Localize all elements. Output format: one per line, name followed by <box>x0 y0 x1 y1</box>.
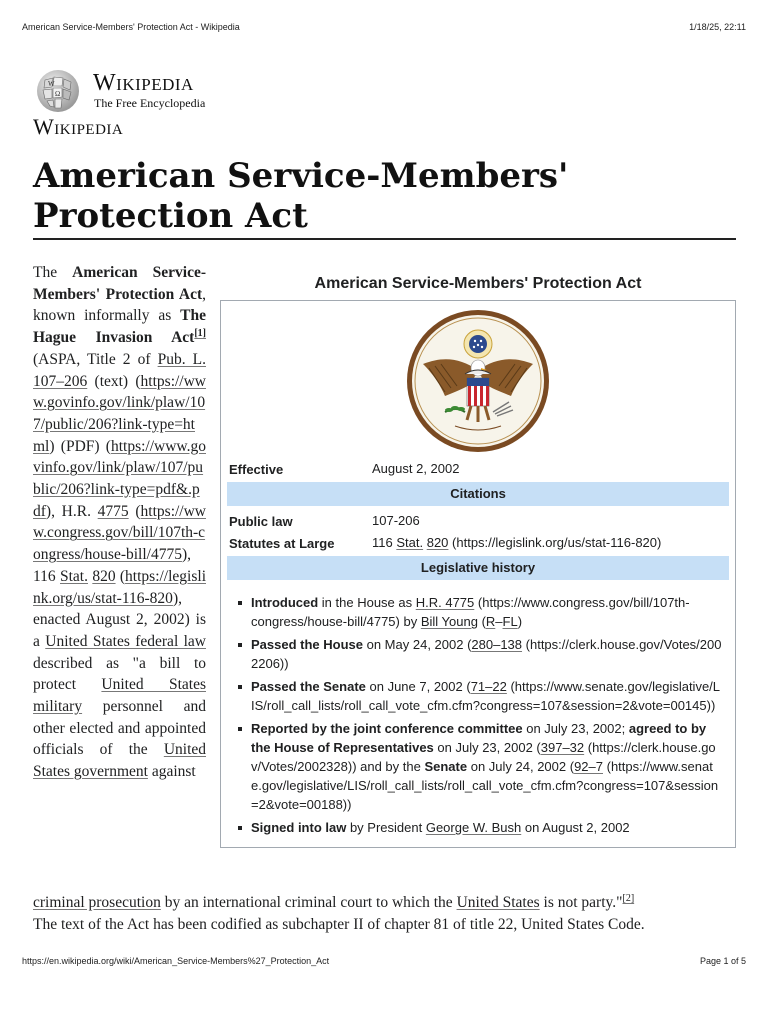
text: on August 2, 2002 <box>521 820 630 835</box>
history-step: Senate <box>424 759 468 774</box>
wikipedia-wordmark: Wikipedia <box>93 70 194 96</box>
link-us-government[interactable]: United States government <box>33 741 206 781</box>
lead-paragraph-continued <box>33 892 743 936</box>
history-step: Reported by the joint conference committee <box>251 721 523 736</box>
link-conference-house-vote[interactable]: 397–32 <box>540 740 585 755</box>
print-footer-page-number: Page 1 of 5 <box>699 956 746 966</box>
text: on July 23, 2002; <box>522 721 629 736</box>
legislative-history-list <box>227 583 729 837</box>
text: by President <box>346 820 426 835</box>
text: , known informally as <box>33 285 206 325</box>
text: ) (PDF) ( <box>49 437 111 455</box>
text: The <box>33 264 73 281</box>
list-item <box>237 719 723 814</box>
link-house-vote[interactable]: 280–138 <box>471 637 523 652</box>
bold-alias: The Hague Invasion Act <box>33 307 206 347</box>
text: (https://clerk.house.gov/Votes/2002206)) <box>251 637 722 671</box>
list-item <box>237 635 723 673</box>
title-divider <box>33 238 736 240</box>
text: ), H.R. <box>45 502 98 520</box>
link-united-states[interactable]: United States <box>456 894 540 911</box>
link-george-w-bush[interactable]: George W. Bush <box>425 820 522 835</box>
legislative-history-header: Legislative history <box>227 556 729 580</box>
print-footer <box>22 956 746 970</box>
text: on May 24, 2002 ( <box>363 637 472 652</box>
infobox-row-statutes <box>227 531 729 553</box>
link-us-military[interactable]: United States military <box>33 676 206 716</box>
reference-link-1[interactable]: [1] <box>194 327 206 339</box>
text: against <box>147 763 196 781</box>
svg-text:Ω: Ω <box>55 90 61 98</box>
infobox-image[interactable] <box>227 305 729 457</box>
link-us-federal-law[interactable]: United States federal law <box>45 632 206 650</box>
effective-label: Effective <box>229 462 284 477</box>
infobox-frame <box>220 300 736 848</box>
lead-paragraph <box>33 262 206 783</box>
link-820-infobox[interactable]: 820 <box>426 535 449 550</box>
text: ( <box>128 502 141 520</box>
text: (ASPA, Title 2 of <box>33 350 158 368</box>
link-florida[interactable]: FL <box>502 614 518 629</box>
list-item <box>237 593 723 631</box>
link-senate-vote[interactable]: 71–22 <box>470 679 507 694</box>
history-step: agreed to by the House of Representatives <box>251 721 707 755</box>
page-title: American Service-Members' Protection Act <box>33 156 569 236</box>
link-stat[interactable]: Stat. <box>60 567 88 585</box>
link-congress-bill[interactable]: https://www.congress.gov/bill/107th-congress/house-bill/4775 <box>33 502 206 564</box>
text: ( <box>115 567 126 585</box>
text: on July 23, 2002 ( <box>433 740 541 755</box>
infobox-caption: American Service-Members' Protection Act <box>314 275 642 292</box>
text: (https://clerk.house.gov/Votes/2002328)) and by the <box>251 740 716 774</box>
wikipedia-globe-icon <box>33 68 83 114</box>
text: on July 24, 2002 ( <box>467 759 575 774</box>
list-item <box>237 818 723 837</box>
list-item <box>237 677 723 715</box>
effective-value: August 2, 2002 <box>372 461 460 476</box>
text: 116 <box>372 535 397 550</box>
text: ( <box>477 614 486 629</box>
wikipedia-logo[interactable] <box>33 68 233 114</box>
link-820[interactable]: 820 <box>92 567 116 585</box>
text: (https://www.congress.gov/bill/107th-congress/house-bill/4775) by <box>251 595 690 629</box>
history-step: Passed the House <box>251 637 363 652</box>
text: is not party." <box>539 894 623 911</box>
text: in the House as <box>318 595 416 610</box>
print-header-date: 1/18/25, 22:11 <box>689 22 746 32</box>
link-hr-4775-infobox[interactable]: H.R. 4775 <box>415 595 475 610</box>
history-step: Signed into law <box>251 820 347 835</box>
link-pub-l[interactable]: Pub. L. <box>157 350 206 368</box>
print-footer-url: https://en.wikipedia.org/wiki/American_Service-Members%27_Protection_Act <box>22 956 330 966</box>
great-seal-icon <box>405 308 551 454</box>
link-republican[interactable]: R <box>485 614 496 629</box>
text: personnel and other elected and appointed officials of the <box>33 698 206 759</box>
text: ), 116 <box>33 546 192 585</box>
link-criminal-prosecution[interactable]: criminal prosecution <box>33 894 161 911</box>
link-bill-young[interactable]: Bill Young <box>420 614 478 629</box>
text: (https://www.senate.gov/legislative/LIS/roll_call_lists/roll_call_vote_cfm.cfm?congress=107&session=2&vote=00188)) <box>251 759 719 812</box>
text: (https://www.senate.gov/legislative/LIS/roll_call_lists/roll_call_vote_cfm.cfm?congress=107&session=2&vote=00145)) <box>251 679 721 713</box>
reference-link-2[interactable]: [2] <box>622 892 635 904</box>
text: (text) ( <box>87 372 141 390</box>
citations-header: Citations <box>227 482 729 506</box>
text: by an international criminal court to which the <box>160 894 457 911</box>
public-law-value: 107-206 <box>372 513 420 528</box>
text: on June 7, 2002 ( <box>365 679 471 694</box>
link-govinfo-html[interactable]: https://www.govinfo.gov/link/plaw/107/public/206?link-type=html <box>33 372 206 455</box>
infobox-row-public-law <box>227 509 729 531</box>
svg-text:W: W <box>48 80 55 88</box>
wikipedia-tagline: The Free Encyclopedia <box>94 96 206 110</box>
link-legislink[interactable]: https://legislink.org/us/stat-116-820 <box>33 567 206 607</box>
text: (https://legislink.org/us/stat-116-820) <box>448 535 662 550</box>
infobox <box>220 270 736 848</box>
statutes-label: Statutes at Large <box>229 536 335 551</box>
statutes-value <box>372 533 729 550</box>
print-header <box>22 22 746 36</box>
public-law-label: Public law <box>229 514 293 529</box>
history-step: Passed the Senate <box>251 679 366 694</box>
link-hr-4775[interactable]: 4775 <box>97 502 129 520</box>
infobox-row-effective <box>227 457 729 479</box>
history-step: Introduced <box>251 595 319 610</box>
link-govinfo-pdf[interactable]: https://www.govinfo.gov/link/plaw/107/public/206?link-type=pdf&.pdf <box>33 437 206 520</box>
bold-title: American Service-Members' Protection Act <box>33 264 206 303</box>
link-conference-senate-vote[interactable]: 92–7 <box>574 759 603 774</box>
text: ) <box>517 614 523 629</box>
print-header-title: American Service-Members' Protection Act - Wikipedia <box>22 22 240 32</box>
text: The text of the Act has been codified as subchapter II of chapter 81 of title 22, United States Code. <box>33 916 645 933</box>
text: described as "a bill to protect <box>33 654 206 694</box>
link-stat-infobox[interactable]: Stat. <box>396 535 424 550</box>
wikipedia-wordmark-small[interactable]: Wikipedia <box>33 114 124 139</box>
link-107-206[interactable]: 107–206 <box>33 372 88 390</box>
text: – <box>495 614 503 629</box>
text: ), enacted August 2, 2002) is a <box>33 589 206 650</box>
